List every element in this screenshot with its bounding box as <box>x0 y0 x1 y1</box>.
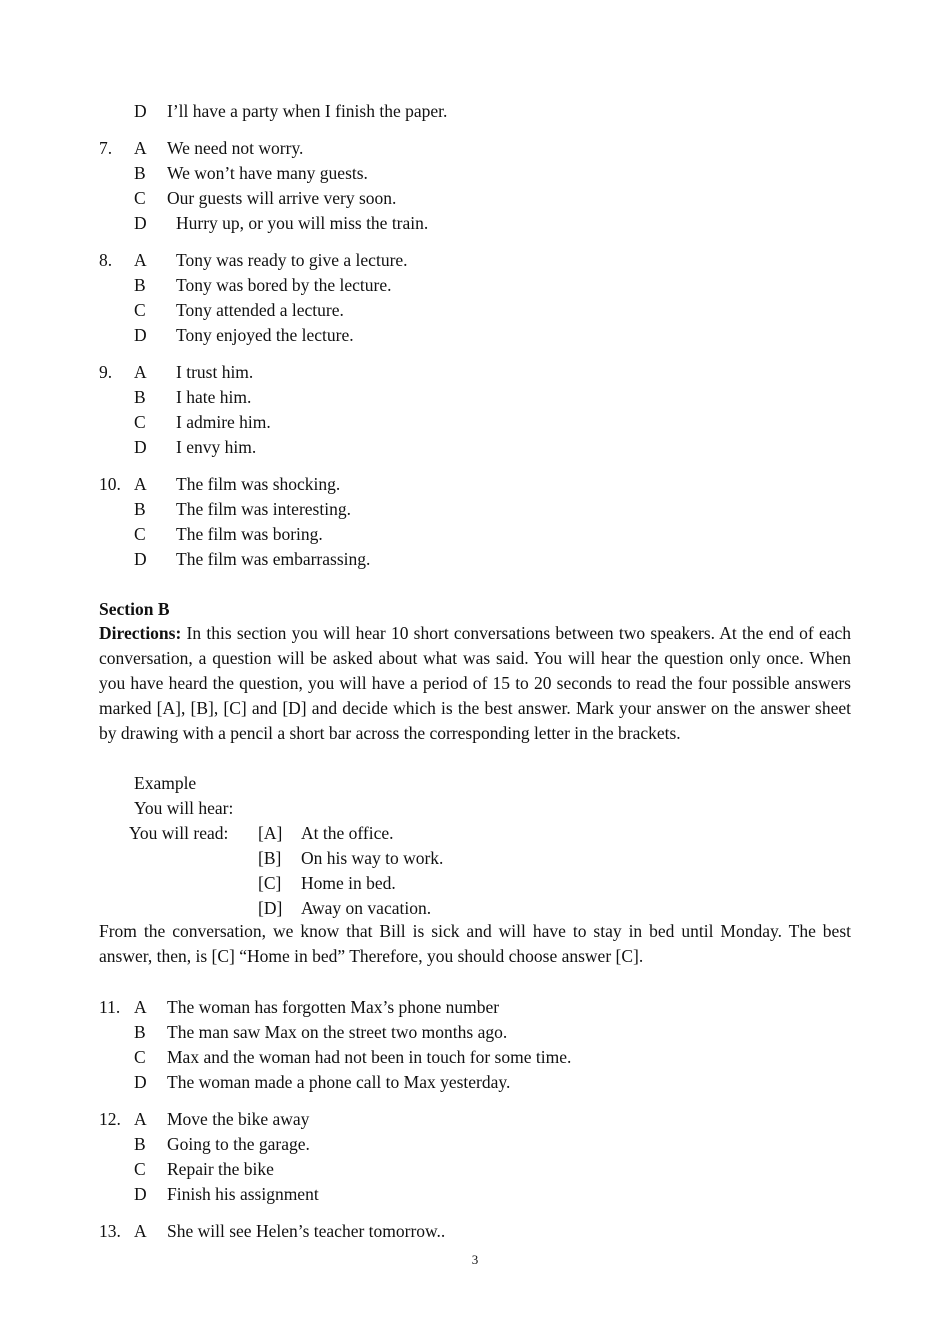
option-letter: D <box>134 101 147 121</box>
question-number: 9. <box>99 362 113 382</box>
option-letter: D <box>134 549 147 569</box>
question-number: 13. <box>99 1221 121 1241</box>
option-text: I hate him. <box>176 387 252 407</box>
option-letter: A <box>134 138 147 158</box>
option-letter: D <box>134 1184 147 1204</box>
option-text: Finish his assignment <box>167 1184 319 1204</box>
example-label: Example <box>134 773 197 793</box>
option-text: Tony attended a lecture. <box>176 300 344 320</box>
option-letter: C <box>134 1047 146 1067</box>
example-option-text: Away on vacation. <box>301 898 432 918</box>
option-letter: A <box>134 1221 147 1241</box>
option-letter: B <box>134 1022 146 1042</box>
directions-text: In this section you will hear 10 short conversations between two speakers. At the end of each conversation, a question will be asked about what was said. You will hear the question only once. When you have heard the question, you will have a period of 15 to 20 seconds to read the four possible answers marked [A], [B], [C] and [D] and decide which is the best answer. Mark your answer on the answer sheet by drawing with a pencil a short bar across the corresponding letter in the brackets. <box>99 623 851 743</box>
option-text: The film was interesting. <box>176 499 351 519</box>
option-letter: A <box>134 250 147 270</box>
directions-label: Directions: <box>99 623 182 643</box>
question-number: 11. <box>99 997 121 1017</box>
option-text: The film was boring. <box>176 524 323 544</box>
option-letter: A <box>134 997 147 1017</box>
example-option-letter: [D] <box>258 898 283 918</box>
option-letter: B <box>134 499 146 519</box>
option-letter: C <box>134 412 146 432</box>
option-letter: A <box>134 1109 147 1129</box>
option-letter: D <box>134 325 147 345</box>
option-letter: C <box>134 300 146 320</box>
option-letter: D <box>134 213 147 233</box>
option-text: Tony was bored by the lecture. <box>176 275 392 295</box>
you-will-hear-label: You will hear: <box>134 798 234 818</box>
example-option-text: Home in bed. <box>301 873 396 893</box>
you-will-read-label: You will read: <box>129 823 229 843</box>
directions-paragraph <box>99 621 851 746</box>
section-heading: Section B <box>99 599 170 619</box>
option-text: I envy him. <box>176 437 257 457</box>
option-text: I admire him. <box>176 412 271 432</box>
option-letter: A <box>134 474 147 494</box>
option-letter: B <box>134 1134 146 1154</box>
option-letter: A <box>134 362 147 382</box>
option-letter: C <box>134 1159 146 1179</box>
option-text: Tony was ready to give a lecture. <box>176 250 408 270</box>
example-option-text: At the office. <box>301 823 394 843</box>
option-letter: B <box>134 163 146 183</box>
option-text: Hurry up, or you will miss the train. <box>176 213 429 233</box>
option-text: The woman made a phone call to Max yesterday. <box>167 1072 511 1092</box>
option-text: We won’t have many guests. <box>167 163 368 183</box>
option-text: Move the bike away <box>167 1109 310 1129</box>
option-letter: D <box>134 1072 147 1092</box>
option-text: The film was shocking. <box>176 474 341 494</box>
option-letter: B <box>134 387 146 407</box>
option-text: Repair the bike <box>167 1159 274 1179</box>
option-text: Going to the garage. <box>167 1134 310 1154</box>
option-text: We need not worry. <box>167 138 304 158</box>
option-text: The film was embarrassing. <box>176 549 371 569</box>
option-text: Max and the woman had not been in touch for some time. <box>167 1047 572 1067</box>
example-option-text: On his way to work. <box>301 848 444 868</box>
option-text: I’ll have a party when I finish the paper. <box>167 101 448 121</box>
example-option-letter: [C] <box>258 873 282 893</box>
option-text: The woman has forgotten Max’s phone number <box>167 997 500 1017</box>
option-letter: D <box>134 437 147 457</box>
option-letter: B <box>134 275 146 295</box>
option-text: The man saw Max on the street two months ago. <box>167 1022 508 1042</box>
option-letter: C <box>134 188 146 208</box>
option-text: Our guests will arrive very soon. <box>167 188 397 208</box>
page-number: 3 <box>471 1252 479 1267</box>
question-number: 10. <box>99 474 121 494</box>
question-number: 12. <box>99 1109 121 1129</box>
option-letter: C <box>134 524 146 544</box>
option-text: Tony enjoyed the lecture. <box>176 325 354 345</box>
example-option-letter: [B] <box>258 848 282 868</box>
option-text: She will see Helen’s teacher tomorrow.. <box>167 1221 446 1241</box>
example-option-letter: [A] <box>258 823 283 843</box>
question-number: 8. <box>99 250 113 270</box>
option-text: I trust him. <box>176 362 254 382</box>
question-number: 7. <box>99 138 113 158</box>
explanation-paragraph: From the conversation, we know that Bill is sick and will have to stay in bed until Monday. The best answer, then, is [C] “Home in bed” Therefore, you should choose answer [C]. <box>99 921 851 966</box>
